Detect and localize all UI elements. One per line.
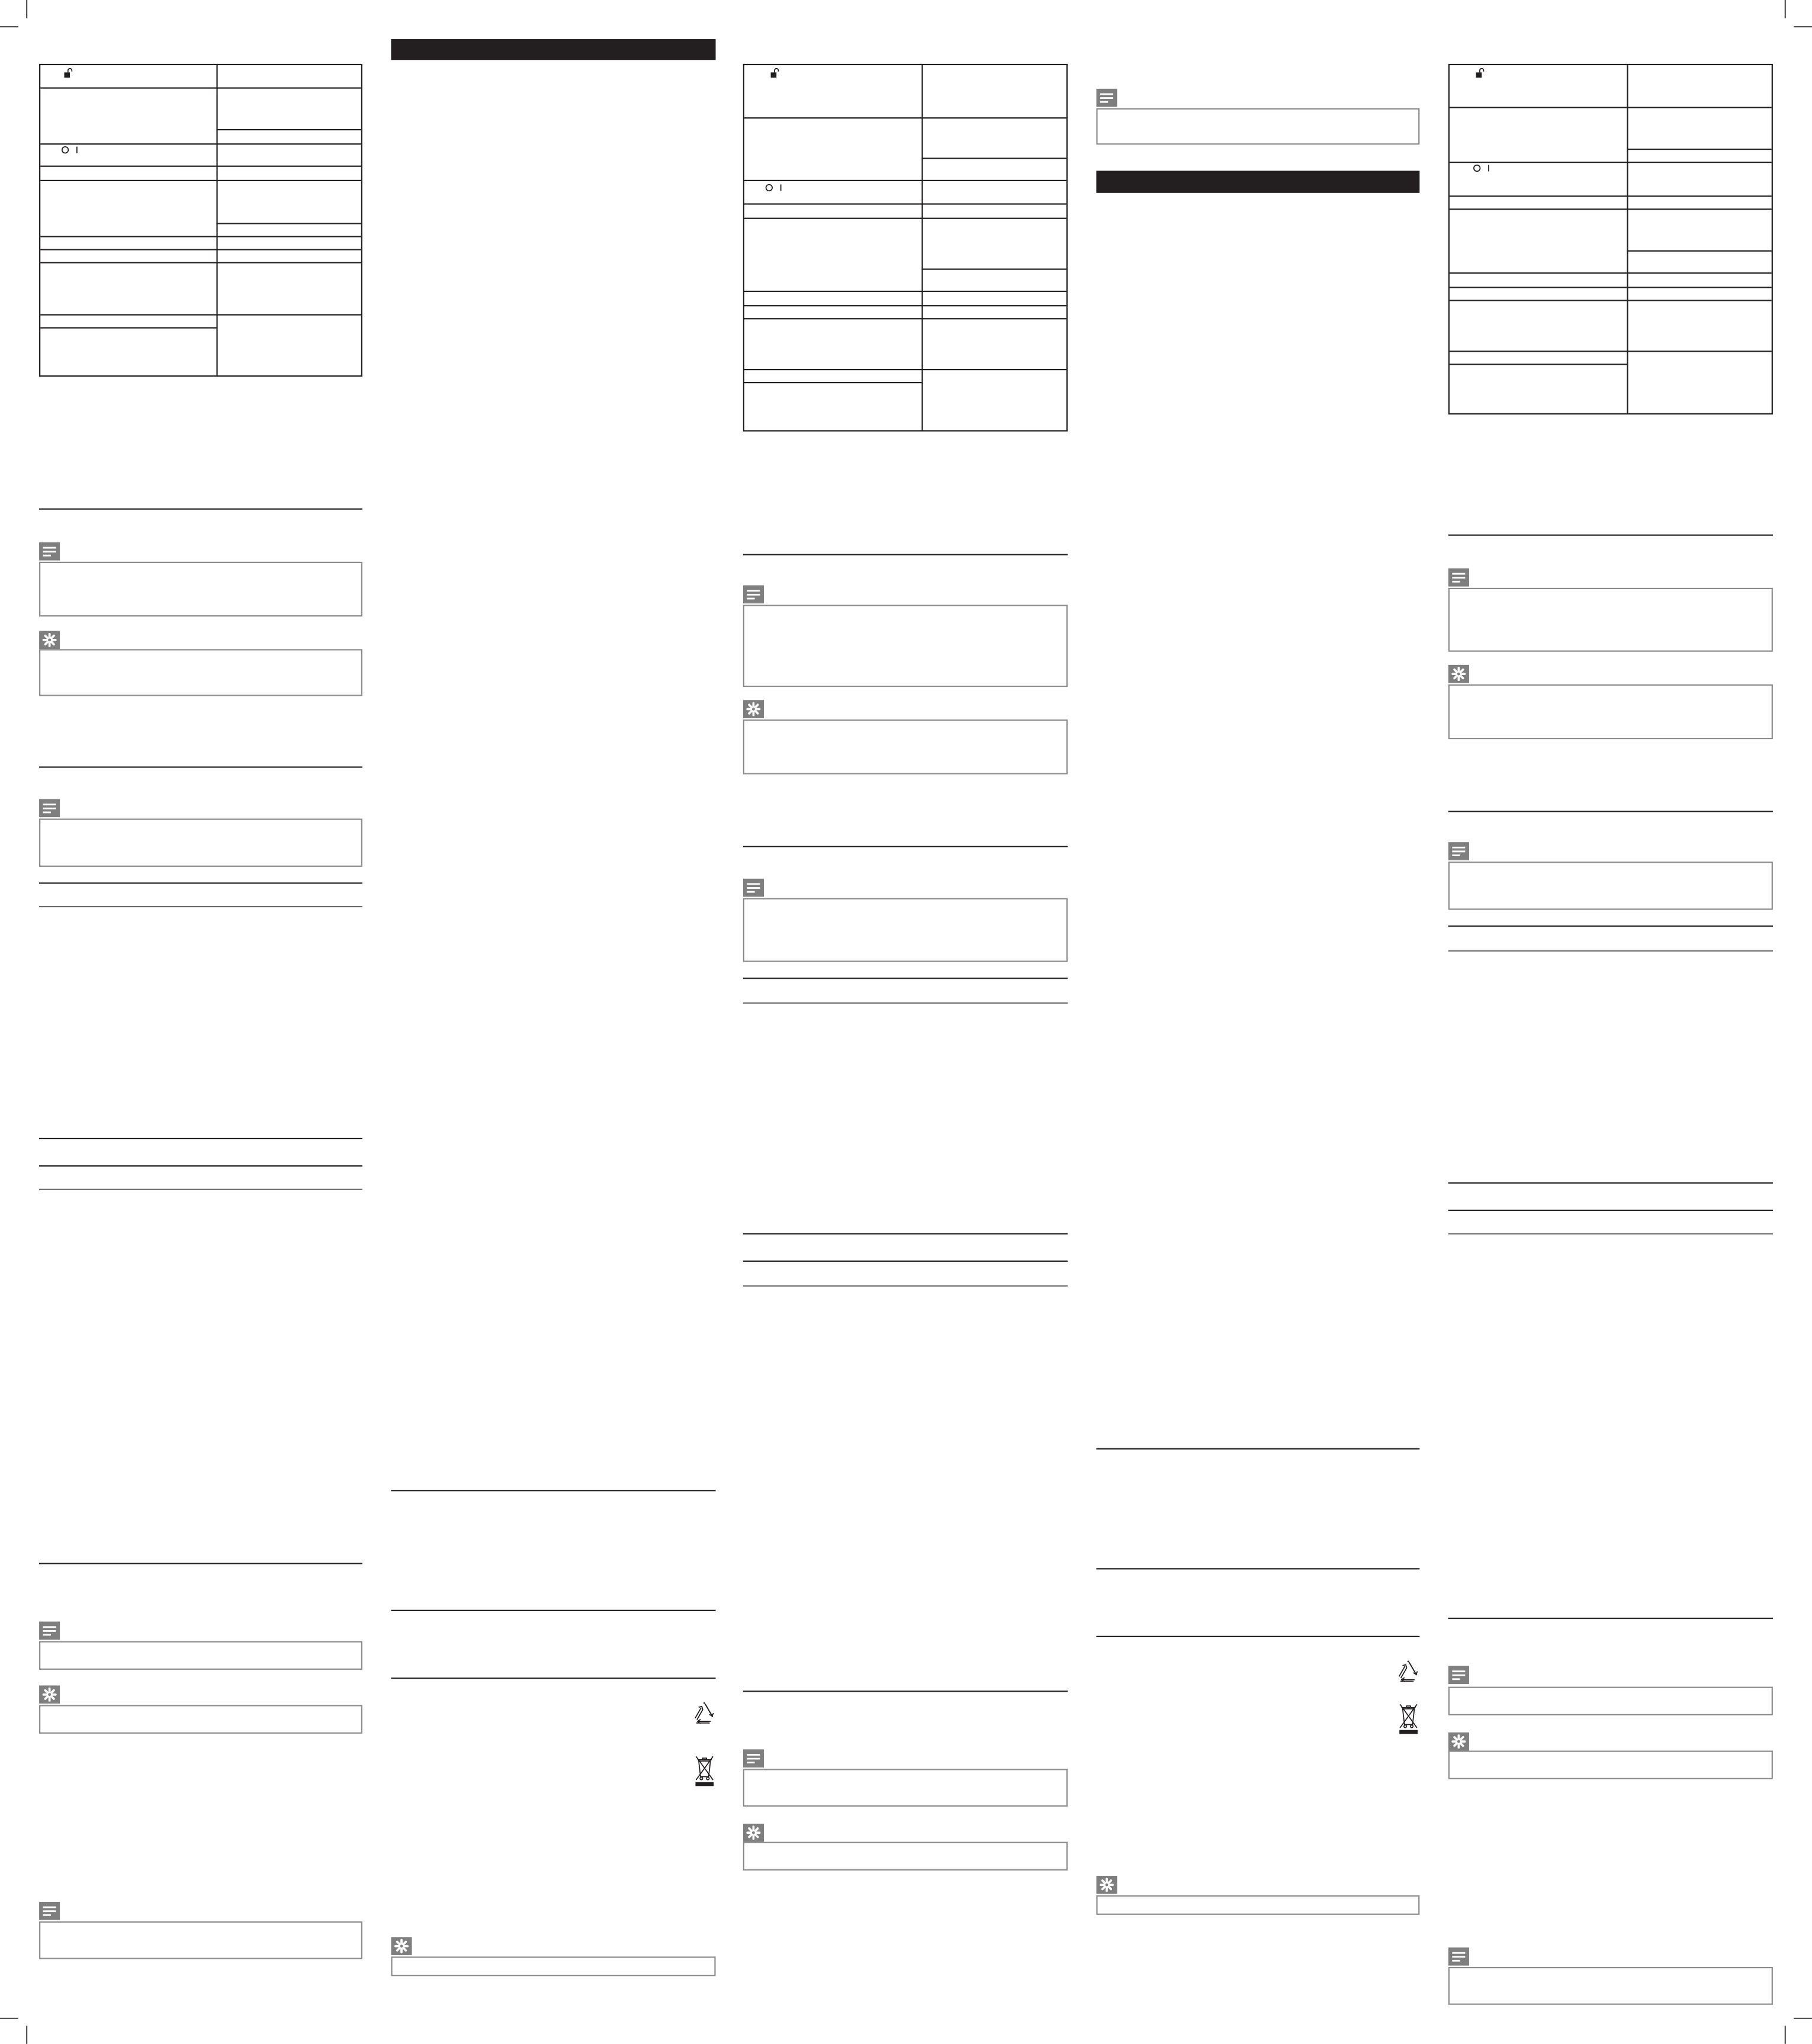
table-row-line — [40, 327, 216, 329]
table-row-line — [40, 87, 361, 88]
section-rule — [1448, 925, 1773, 927]
spec-table — [1448, 64, 1773, 414]
table-row-line — [744, 318, 1066, 319]
subsection-rule — [743, 1285, 1068, 1286]
crop-mark — [1794, 26, 1812, 27]
section-rule — [39, 1563, 362, 1564]
note-box — [39, 1641, 362, 1670]
note-icon — [39, 799, 60, 817]
table-row-line — [1450, 287, 1772, 288]
table-row-line — [40, 314, 361, 316]
table-column-divider — [1627, 65, 1628, 413]
tip-icon — [1448, 665, 1469, 683]
recycle-icon — [1395, 1657, 1421, 1685]
column-5 — [1448, 0, 1773, 2044]
crop-mark — [26, 0, 27, 18]
table-row-line — [744, 291, 1066, 292]
section-rule — [391, 1610, 715, 1611]
section-rule — [391, 1677, 715, 1679]
table-row-line — [1627, 250, 1771, 252]
table-row-line — [40, 143, 361, 144]
note-box — [743, 605, 1068, 687]
section-rule — [1448, 535, 1773, 536]
section-rule — [391, 1490, 715, 1491]
section-rule — [1448, 1210, 1773, 1211]
chapter-header-bar — [1096, 171, 1419, 192]
table-row-line — [921, 158, 1066, 159]
note-box — [1448, 588, 1773, 652]
table-row-line — [40, 166, 361, 167]
power-switch-icon — [765, 184, 783, 191]
chapter-header-bar — [391, 39, 715, 60]
power-switch-icon — [61, 146, 79, 154]
tip-icon — [39, 1685, 60, 1704]
crossed-out-wheelie-bin-icon — [1397, 1700, 1419, 1735]
table-row-line — [744, 382, 921, 383]
crop-mark — [0, 26, 18, 27]
section-rule — [1096, 1636, 1419, 1637]
subsection-rule — [39, 906, 362, 907]
unlock-icon — [1476, 68, 1485, 78]
note-icon — [743, 879, 764, 897]
tip-box — [1448, 1750, 1773, 1779]
tip-box — [1096, 1895, 1419, 1915]
note-icon — [1448, 1947, 1469, 1966]
section-rule — [1096, 1448, 1419, 1450]
crop-mark — [1794, 2018, 1812, 2019]
table-row-line — [1450, 364, 1627, 365]
section-rule — [743, 554, 1068, 555]
table-row-line — [1450, 300, 1772, 301]
crop-mark — [0, 2018, 18, 2019]
table-column-divider — [921, 65, 923, 430]
table-row-line — [744, 305, 1066, 306]
table-row-line — [40, 249, 361, 250]
table-row-line — [744, 218, 1066, 219]
note-icon — [39, 542, 60, 561]
unlock-icon — [770, 68, 779, 78]
section-rule — [1448, 1618, 1773, 1619]
tip-box — [1448, 684, 1773, 739]
tip-box — [39, 649, 362, 696]
subsection-rule — [743, 1002, 1068, 1003]
column-3 — [743, 0, 1068, 2044]
spec-table — [39, 64, 362, 377]
note-icon — [1448, 842, 1469, 860]
note-icon — [1096, 89, 1117, 107]
table-row-line — [744, 117, 1066, 118]
note-icon — [743, 1749, 764, 1767]
power-switch-icon — [1473, 164, 1492, 172]
section-rule — [743, 1233, 1068, 1235]
section-rule — [1096, 1568, 1419, 1569]
table-row-line — [744, 180, 1066, 181]
tip-icon — [39, 631, 60, 649]
note-icon — [39, 1622, 60, 1640]
section-rule — [39, 882, 362, 883]
tip-icon — [1448, 1733, 1469, 1751]
subsection-rule — [1448, 1233, 1773, 1234]
table-row-line — [744, 369, 1066, 370]
section-rule — [1448, 1182, 1773, 1184]
table-row-line — [1627, 149, 1771, 150]
table-row-line — [921, 268, 1066, 269]
table-row-line — [1450, 162, 1772, 163]
table-row-line — [40, 262, 361, 263]
section-rule — [743, 1691, 1068, 1692]
table-row-line — [1450, 351, 1772, 352]
unlock-icon — [64, 68, 73, 78]
tip-box — [391, 1956, 715, 1976]
column-1 — [39, 0, 362, 2044]
tip-icon — [391, 1937, 412, 1955]
table-row-line — [1450, 195, 1772, 197]
note-box — [39, 818, 362, 866]
note-box — [39, 1921, 362, 1959]
note-icon — [1448, 568, 1469, 587]
table-row-line — [1450, 208, 1772, 210]
table-row-line — [1450, 107, 1772, 108]
section-rule — [1448, 811, 1773, 812]
section-rule — [39, 1165, 362, 1166]
recycle-icon — [691, 1698, 717, 1727]
section-rule — [39, 509, 362, 510]
note-box — [39, 562, 362, 616]
crossed-out-wheelie-bin-icon — [693, 1752, 715, 1787]
section-rule — [743, 1261, 1068, 1262]
tip-box — [39, 1705, 362, 1733]
note-icon — [1448, 1666, 1469, 1684]
note-box — [1096, 108, 1419, 145]
table-row-line — [216, 223, 361, 224]
column-4 — [1096, 0, 1419, 2044]
tip-box — [743, 1842, 1068, 1871]
tip-icon — [743, 700, 764, 718]
section-rule — [39, 1138, 362, 1139]
column-2 — [391, 0, 715, 2044]
table-column-divider — [216, 65, 217, 375]
spec-table — [743, 64, 1068, 432]
note-box — [743, 1769, 1068, 1807]
tip-icon — [1096, 1876, 1117, 1894]
note-box — [1448, 1967, 1773, 2005]
note-box — [743, 898, 1068, 962]
tip-icon — [743, 1824, 764, 1842]
subsection-rule — [1448, 950, 1773, 951]
note-icon — [39, 1902, 60, 1920]
section-rule — [39, 766, 362, 767]
table-row-line — [216, 129, 361, 130]
table-row-line — [40, 236, 361, 237]
section-rule — [743, 978, 1068, 979]
table-row-line — [40, 180, 361, 181]
table-row-line — [744, 203, 1066, 204]
section-rule — [743, 846, 1068, 847]
crop-mark — [26, 2026, 27, 2044]
note-icon — [743, 585, 764, 603]
note-box — [1448, 862, 1773, 909]
note-box — [1448, 1687, 1773, 1715]
table-row-line — [1450, 272, 1772, 274]
subsection-rule — [39, 1189, 362, 1190]
tip-box — [743, 719, 1068, 774]
